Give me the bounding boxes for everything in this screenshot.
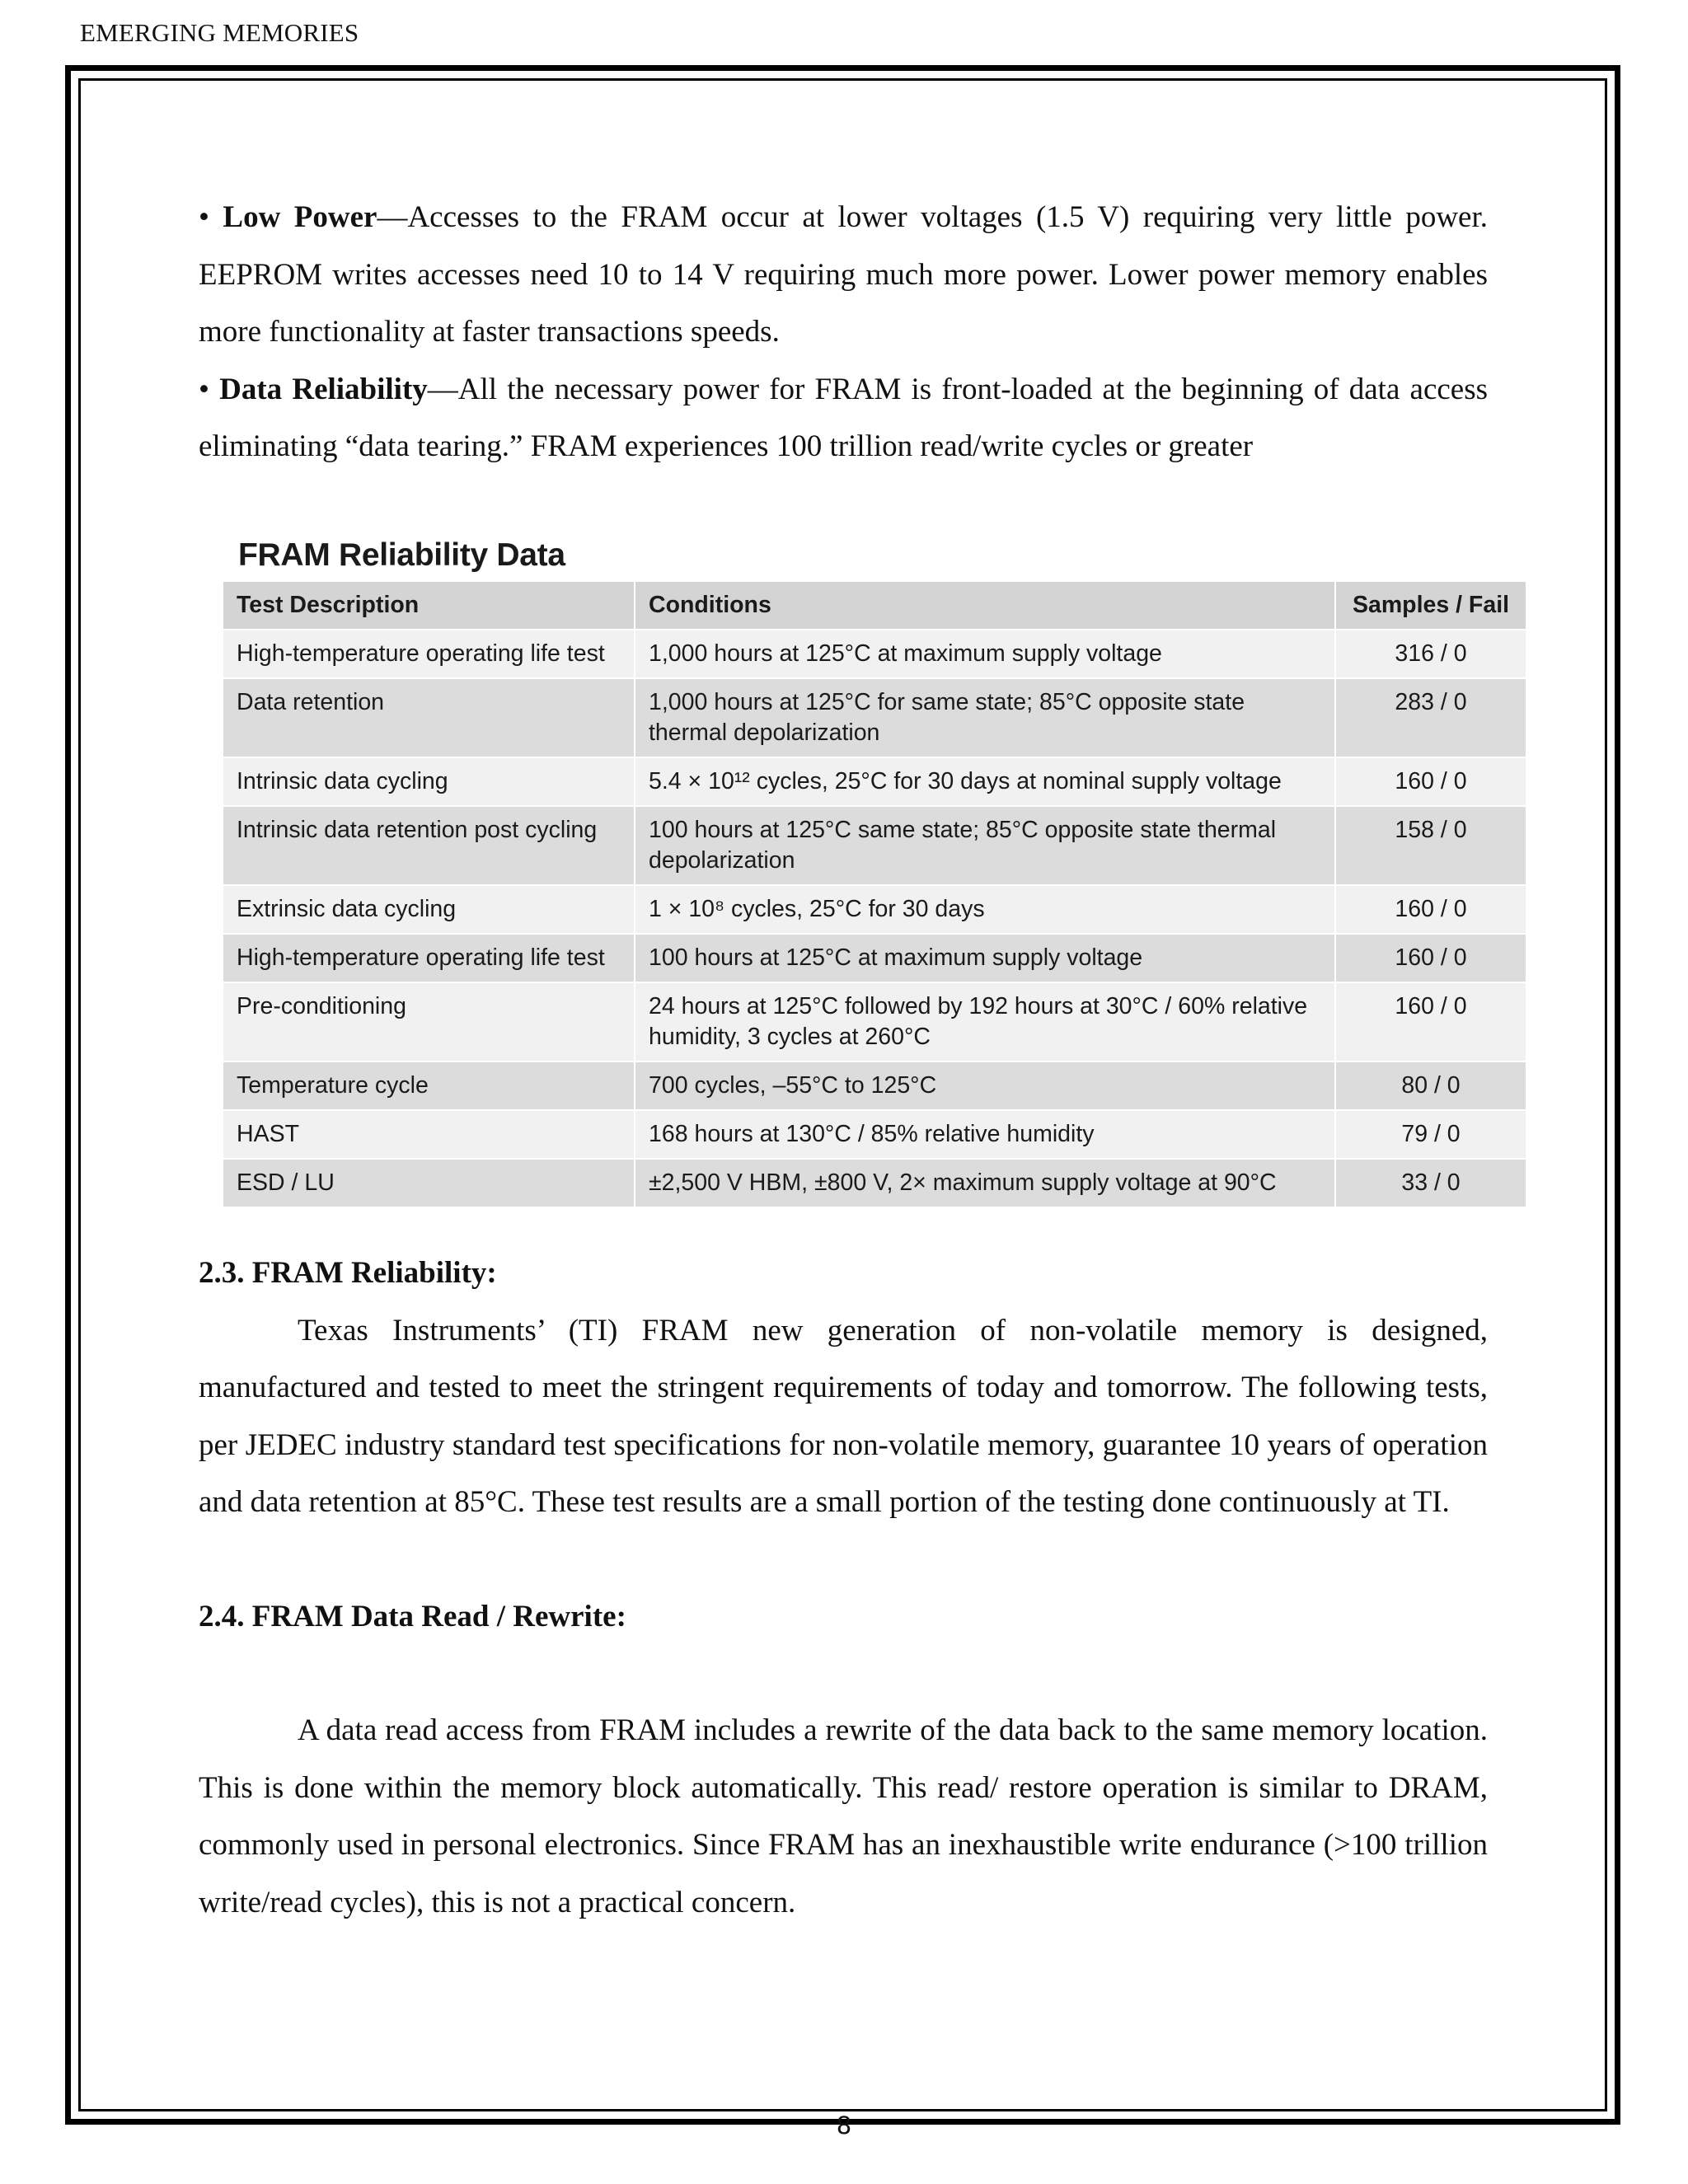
cell-conditions: 24 hours at 125°C followed by 192 hours at 30°C / 60% relative humidity, 3 cycles at 260°C (635, 982, 1335, 1062)
cell-samples-fail: 316 / 0 (1335, 630, 1526, 678)
figure-title: FRAM Reliability Data (238, 537, 565, 573)
cell-test-description: High-temperature operating life test (223, 630, 635, 678)
cell-conditions: 100 hours at 125°C same state; 85°C opposite state thermal depolarization (635, 806, 1335, 885)
cell-samples-fail: 160 / 0 (1335, 885, 1526, 934)
cell-conditions: 1,000 hours at 125°C at maximum supply voltage (635, 630, 1335, 678)
cell-test-description: ESD / LU (223, 1159, 635, 1207)
cell-test-description: Extrinsic data cycling (223, 885, 635, 934)
section-heading-reliability: 2.3. FRAM Reliability: (199, 1256, 497, 1290)
table-row (223, 806, 1526, 885)
cell-conditions: 168 hours at 130°C / 85% relative humidity (635, 1110, 1335, 1159)
table-row (223, 678, 1526, 757)
cell-conditions: 100 hours at 125°C at maximum supply voltage (635, 934, 1335, 982)
cell-test-description: Data retention (223, 678, 635, 757)
reliability-table-figure (223, 537, 1526, 1208)
cell-conditions: 5.4 × 10¹² cycles, 25°C for 30 days at nominal supply voltage (635, 757, 1335, 806)
column-header-samples-fail: Samples / Fail (1335, 582, 1526, 630)
table-row (223, 982, 1526, 1062)
bullet-marker: • (199, 372, 209, 406)
cell-samples-fail: 33 / 0 (1335, 1159, 1526, 1207)
running-header: EMERGING MEMORIES (80, 18, 359, 47)
cell-test-description: Temperature cycle (223, 1062, 635, 1110)
table-row (223, 1110, 1526, 1159)
table-row (223, 630, 1526, 678)
bullet-data-reliability (199, 361, 1488, 476)
upper-text-block (199, 189, 1488, 476)
lower-text-block (199, 1244, 1488, 1931)
section-heading-read-rewrite: 2.4. FRAM Data Read / Rewrite: (199, 1599, 626, 1633)
cell-test-description: Pre-conditioning (223, 982, 635, 1062)
section-body-reliability: Texas Instruments’ (TI) FRAM new generation of non-volatile memory is designed, manufactured and tested to meet the stringent requirements of today and tomorrow. The following tests, per JEDEC industry standard test specifications for non-volatile memory, guarantee 10 years of operation and data retention at 85°C. These test results are a small portion of the testing done continuously at TI. (199, 1313, 1488, 1519)
cell-test-description: HAST (223, 1110, 635, 1159)
table-row (223, 934, 1526, 982)
table-row (223, 757, 1526, 806)
cell-samples-fail: 160 / 0 (1335, 934, 1526, 982)
cell-conditions: 1,000 hours at 125°C for same state; 85°C opposite state thermal depolarization (635, 678, 1335, 757)
cell-conditions: 1 × 10⁸ cycles, 25°C for 30 days (635, 885, 1335, 934)
table-row (223, 1159, 1526, 1207)
column-header-test-description: Test Description (223, 582, 635, 630)
page-number: 8 (836, 2111, 852, 2139)
column-header-conditions: Conditions (635, 582, 1335, 630)
table-row (223, 1062, 1526, 1110)
table-header-row (223, 582, 1526, 630)
cell-samples-fail: 160 / 0 (1335, 757, 1526, 806)
cell-test-description: Intrinsic data cycling (223, 757, 635, 806)
cell-samples-fail: 283 / 0 (1335, 678, 1526, 757)
table-row (223, 885, 1526, 934)
cell-samples-fail: 158 / 0 (1335, 806, 1526, 885)
cell-test-description: Intrinsic data retention post cycling (223, 806, 635, 885)
cell-test-description: High-temperature operating life test (223, 934, 635, 982)
reliability-table (223, 582, 1526, 1208)
bullet-low-power (199, 189, 1488, 361)
bullet-lead-low-power: Low Power (223, 200, 377, 234)
bullet-marker: • (199, 200, 209, 234)
cell-samples-fail: 79 / 0 (1335, 1110, 1526, 1159)
bullet-lead-data-reliability: Data Reliability (219, 372, 428, 406)
cell-conditions: 700 cycles, –55°C to 125°C (635, 1062, 1335, 1110)
bullet-body-low-power: —Accesses to the FRAM occur at lower voltages (1.5 V) requiring very little power. EEPROM writes accesses need 10 to 14 V requiring much more power. Lower power memory enables more functionality at faster transactions speeds. (199, 200, 1489, 349)
section-body-read-rewrite: A data read access from FRAM includes a rewrite of the data back to the same memory location. This is done within the memory block automatically. This read/ restore operation is similar to DRAM, commonly used in personal electronics. Since FRAM has an inexhaustible write endurance (>100 trillion write/read cycles), this is not a practical concern. (199, 1713, 1488, 1919)
cell-samples-fail: 160 / 0 (1335, 982, 1526, 1062)
cell-conditions: ±2,500 V HBM, ±800 V, 2× maximum supply voltage at 90°C (635, 1159, 1335, 1207)
cell-samples-fail: 80 / 0 (1335, 1062, 1526, 1110)
bullet-body-data-reliability: —All the necessary power for FRAM is front-loaded at the beginning of data access eliminating “data tearing.” FRAM experiences 100 trillion read/write cycles or greater (199, 372, 1489, 463)
